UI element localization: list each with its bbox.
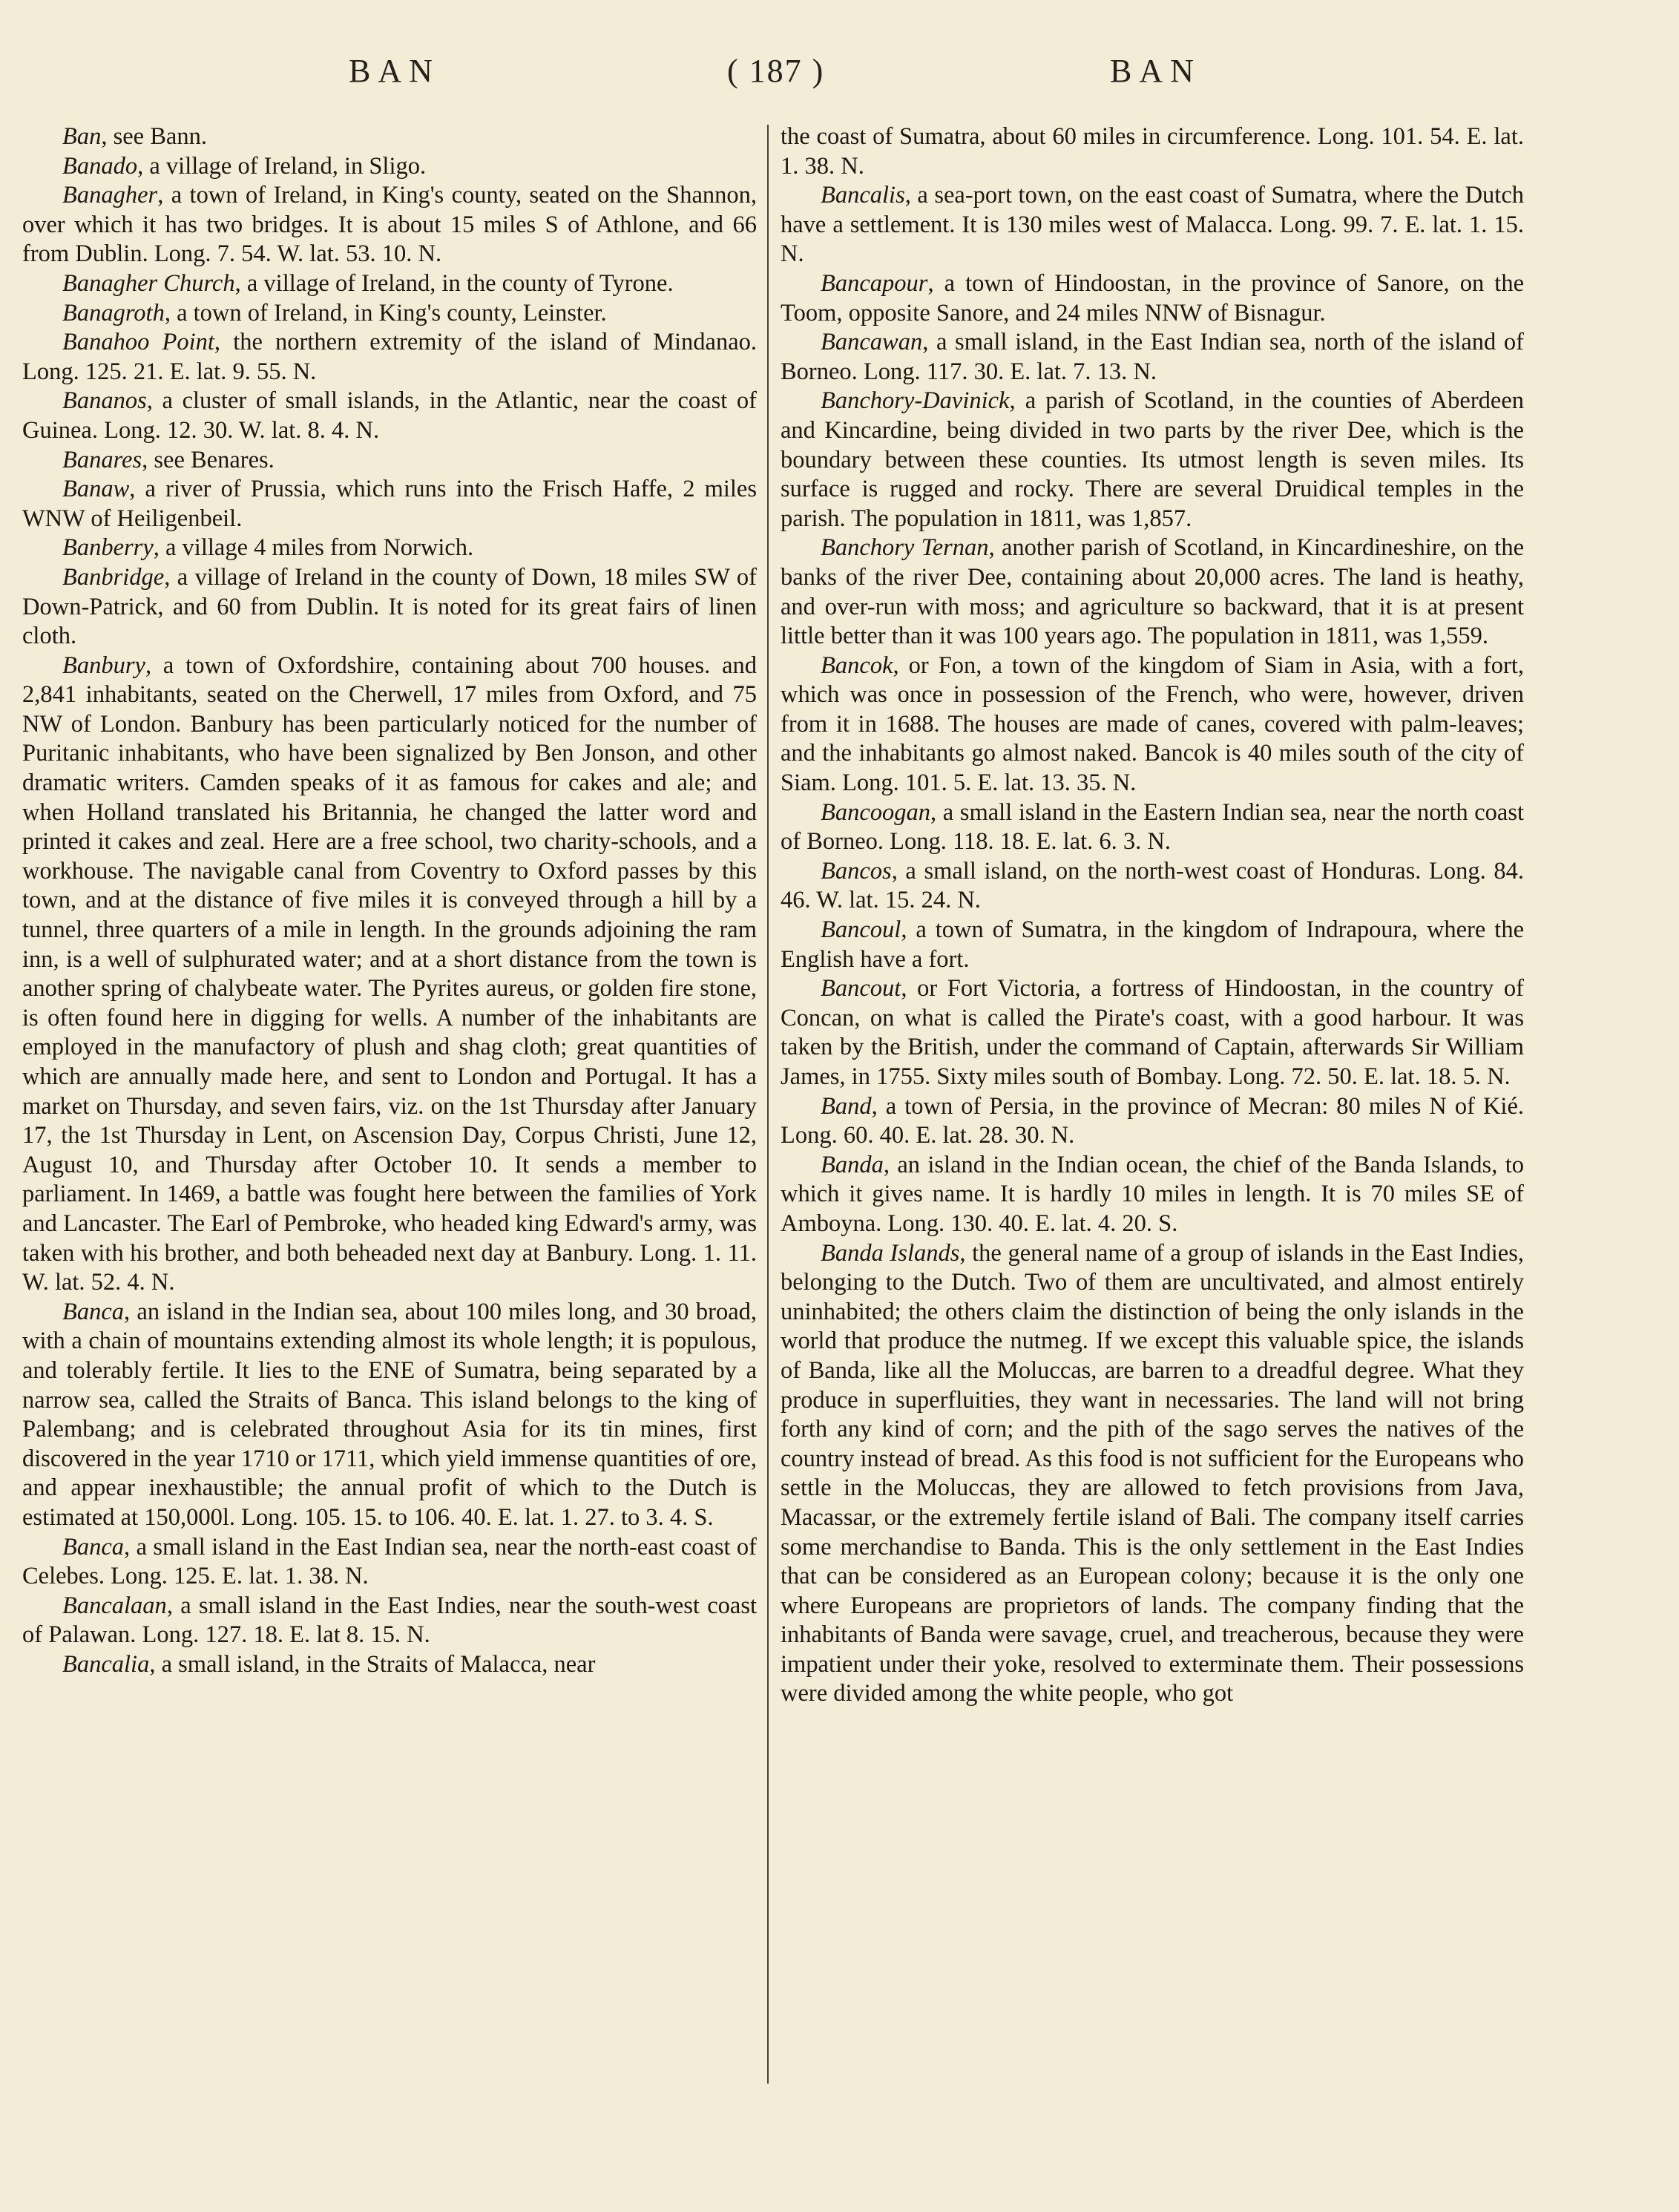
entry-text: , a village 4 miles from Norwich. (153, 534, 474, 562)
right-column (781, 122, 1524, 1709)
entry-text: , a town of Ireland, in King's county, Leinster. (164, 299, 607, 326)
entry-text: , a small island, on the north-west coast of Honduras. Long. 84. 46. W. lat. 15. 24. N. (781, 857, 1524, 914)
entry-headword: Bancos (821, 857, 892, 885)
entry-headword: Banda Islands (821, 1239, 960, 1267)
entry-headword: Bancalia (62, 1650, 150, 1678)
dictionary-entry (22, 328, 757, 387)
dictionary-entry (781, 1151, 1524, 1239)
page-number: ( 187 ) (727, 53, 825, 89)
entry-headword: Bancok (821, 652, 893, 679)
entry-headword: Banbridge (62, 563, 165, 591)
dictionary-entry (22, 269, 757, 299)
dictionary-entry (22, 1650, 757, 1680)
entry-headword: Banchory-Davinick (821, 387, 1010, 415)
dictionary-entry (22, 475, 757, 534)
dictionary-entry (781, 181, 1524, 269)
dictionary-entry (22, 1592, 757, 1650)
dictionary-entry (22, 152, 757, 182)
entry-text: , a town of Sumatra, in the kingdom of Indrapoura, where the English have a fort. (781, 916, 1524, 973)
left-column (22, 122, 757, 1679)
entry-headword: Ban (62, 123, 102, 150)
dictionary-entry (22, 563, 757, 652)
entry-text: , or Fon, a town of the kingdom of Siam in Asia, with a fort, which was once in possession of the French, who were, however, driven from it in 1688. The houses are made of canes, covered with palm-leaves; and the inhabitants go almost naked. Bancok is 40 miles south of the city of Siam. Long. 101. 5. E. lat. 13. 35. N. (781, 652, 1524, 797)
entry-text: , a small island, in the East Indian sea, north of the island of Borneo. Long. 117. 30. E. lat. 7. 13. N. (781, 329, 1524, 385)
entry-headword: Banagroth (62, 299, 165, 326)
entry-text: , a small island in the East Indies, near the south-west coast of Palawan. Long. 127. 18. E. lat 8. 15. N. (22, 1592, 757, 1649)
entry-text: , a small island in the East Indian sea, near the north-east coast of Celebes. Long. 125. E. lat. 1. 38. N. (22, 1533, 757, 1590)
entry-headword: Banca (62, 1533, 125, 1560)
entry-text: , a town of Persia, in the province of Mecran: 80 miles N of Kié. Long. 60. 40. E. lat. 28. 30. N. (781, 1092, 1524, 1149)
dictionary-entry (781, 652, 1524, 798)
entry-headword: Bancapour (821, 269, 928, 297)
entry-headword: Banda (821, 1151, 884, 1178)
entry-headword: Band (821, 1092, 872, 1120)
page-header (0, 52, 1679, 104)
entry-text: , a small island in the Eastern Indian sea, near the north coast of Borneo. Long. 118. 18. E. lat. 6. 3. N. (781, 798, 1524, 856)
entry-text: , a cluster of small islands, in the Atlantic, near the coast of Guinea. Long. 12. 30. W. lat. 8. 4. N. (22, 387, 757, 444)
entry-headword: Bancalis (821, 182, 905, 209)
dictionary-entry (781, 857, 1524, 916)
entry-text: , an island in the Indian ocean, the chief of the Banda Islands, to which it gives name. It is hardly 10 miles in length. It is 70 miles SE of Amboyna. Long. 130. 40. E. lat. 4. 20. S. (781, 1151, 1524, 1237)
dictionary-entry (22, 446, 757, 476)
entry-text: the coast of Sumatra, about 60 miles in circumference. Long. 101. 54. E. lat. 1. 38. N. (781, 123, 1524, 180)
entry-text: , a parish of Scotland, in the counties of Aberdeen and Kincardine, being divided in two parts by the river Dee, which is the boundary between these counties. Its utmost length is seven miles. Its surface is rugged and rocky. There are several Druidical temples in the parish. The population in 1811, was 1,857. (781, 387, 1524, 532)
entry-text: , another parish of Scotland, in Kincardineshire, on the banks of the river Dee, containing about 20,000 acres. The land is heathy, and over-run with moss; and agriculture so backward, that it is at present little better than it was 100 years ago. The population in 1811, was 1,559. (781, 534, 1524, 650)
dictionary-entry (781, 122, 1524, 181)
dictionary-entry (22, 652, 757, 1298)
entry-headword: Banca (62, 1298, 125, 1325)
entry-text: , a town of Oxfordshire, containing about 700 houses. and 2,841 inhabitants, seated on the Cherwell, 17 miles from Oxford, and 75 NW of London. Banbury has been particularly noticed for the number of Puritanic inhabitants, who have been signalized by Ben Jonson, and other dramatic writers. Camden speaks of it as famous for cakes and ale; and when Holland translated his Britannia, he changed the latter word and printed it cakes and zeal. Here are a free school, two charity-schools, and a workhouse. The navigable canal from Coventry to Oxford passes by this town, and at the distance of five miles it is conveyed through a hill by a tunnel, three quarters of a mile in length. In the grounds adjoining the ram inn, is a well of sulphurated water; and at a short distance from the town is another spring of chalybeate water. The Pyrites aureus, or golden fire stone, is often found here in digging for wells. A number of the inhabitants are employed in the manufactory of plush and shag cloth; great quantities of which are annually made here, and sent to London and Portugal. It has a market on Thursday, and seven fairs, viz. on the 1st Thursday after January 17, the 1st Thursday in Lent, on Ascension Day, Corpus Christi, June 12, August 10, and Thursday after October 10. It sends a member to parliament. In 1469, a battle was fought here between the families of York and Lancaster. The Earl of Pembroke, who headed king Edward's army, was taken with his brother, and both beheaded next day at Banbury. Long. 1. 11. W. lat. 52. 4. N. (22, 652, 757, 1296)
dictionary-entry (22, 534, 757, 563)
entry-text: , a village of Ireland in the county of Down, 18 miles SW of Down-Patrick, and 60 from Dublin. It is noted for its great fairs of linen cloth. (22, 563, 757, 650)
column-divider (767, 125, 769, 2084)
entry-headword: Bancout (821, 975, 901, 1002)
entry-headword: Bancoogan (821, 798, 931, 826)
dictionary-entry (781, 328, 1524, 387)
entry-headword: Banagher (62, 182, 158, 209)
dictionary-entry (781, 916, 1524, 974)
dictionary-entry (781, 1239, 1524, 1710)
entry-text: , see Benares. (142, 446, 275, 473)
running-head-left: BAN (349, 53, 440, 89)
dictionary-entry (22, 299, 757, 329)
entry-headword: Banchory Ternan (821, 534, 989, 562)
dictionary-entry (22, 387, 757, 445)
entry-text: , see Bann. (101, 123, 207, 150)
running-head-right: BAN (1110, 53, 1201, 89)
entry-headword: Banahoo Point (62, 329, 214, 356)
entry-headword: Banagher Church (62, 269, 235, 297)
entry-text: , a sea-port town, on the east coast of Sumatra, where the Dutch have a settlement. It is 130 miles west of Malacca. Long. 99. 7. E. lat. 1. 15. N. (781, 182, 1524, 268)
dictionary-entry (22, 181, 757, 269)
entry-headword: Banado (62, 152, 138, 180)
dictionary-entry (781, 387, 1524, 534)
entry-text: , a village of Ireland, in Sligo. (137, 152, 427, 180)
entry-headword: Banaw (62, 476, 130, 503)
entry-headword: Bananos (62, 387, 147, 415)
dictionary-entry (22, 122, 757, 152)
dictionary-entry (781, 798, 1524, 857)
entry-text: , a village of Ireland, in the county of Tyrone. (234, 269, 674, 297)
entry-headword: Banberry (62, 534, 154, 562)
dictionary-entry (781, 534, 1524, 651)
entry-headword: Bancawan (821, 329, 923, 356)
dictionary-entry (781, 974, 1524, 1092)
entry-text: , a small island, in the Straits of Malacca, near (149, 1650, 596, 1678)
entry-text: , a town of Hindoostan, in the province of Sanore, on the Toom, opposite Sanore, and 24 miles NNW of Bisnagur. (781, 269, 1524, 326)
dictionary-entry (22, 1533, 757, 1592)
entry-headword: Bancoul (821, 916, 901, 944)
entry-text: , the general name of a group of islands in the East Indies, belonging to the Dutch. Two of them are uncultivated, and almost entirely uninhabited; the others claim the distinction of being the only islands in the world that produce the nutmeg. If we except this valuable spice, the islands of Banda, like all the Moluccas, are barren to a dreadful degree. What they produce in superfluities, they want in necessaries. The land will not bring forth any kind of corn; and the pith of the sago serves the natives of the country instead of bread. As this food is not sufficient for the Europeans who settle in the Moluccas, they are allowed to fetch provisions from Java, Macassar, or the extremely fertile island of Bali. The company itself carries some merchandise to Banda. This is the only settlement in the East Indies that can be considered as an European colony; because it is the only one where Europeans are proprietors of lands. The company finding that the inhabitants of Banda were savage, cruel, and treacherous, because they were impatient under their yoke, resolved to exterminate them. Their possessions were divided among the white people, who got (781, 1239, 1525, 1707)
dictionary-entry (22, 1298, 757, 1533)
entry-text: , an island in the Indian sea, about 100 miles long, and 30 broad, with a chain of mountains extending almost its whole length; it is populous, and tolerably fertile. It lies to the ENE of Sumatra, being separated by a narrow sea, called the Straits of Banca. This island belongs to the king of Palembang; and is celebrated throughout Asia for its tin mines, first discovered in the year 1710 or 1711, which yield immense quantities of ore, and appear inexhaustible; the annual profit of which to the Dutch is estimated at 150,000l. Long. 105. 15. to 106. 40. E. lat. 1. 27. to 3. 4. S. (22, 1298, 757, 1531)
dictionary-entry (781, 269, 1524, 328)
entry-text: , a town of Ireland, in King's county, seated on the Shannon, over which it has two bridges. It is about 15 miles S of Athlone, and 66 from Dublin. Long. 7. 54. W. lat. 53. 10. N. (22, 182, 757, 268)
entry-text: , or Fort Victoria, a fortress of Hindoostan, in the country of Concan, on what is called the Pirate's coast, with a good harbour. It was taken by the British, under the command of Captain, afterwards Sir William James, in 1755. Sixty miles south of Bombay. Long. 72. 50. E. lat. 18. 5. N. (781, 975, 1524, 1090)
entry-headword: Bancalaan (62, 1592, 167, 1619)
dictionary-entry (781, 1092, 1524, 1151)
entry-text: , a river of Prussia, which runs into the Frisch Haffe, 2 miles WNW of Heiligenbeil. (22, 476, 757, 532)
entry-headword: Banares (62, 446, 142, 473)
entry-text: , the northern extremity of the island of Mindanao. Long. 125. 21. E. lat. 9. 55. N. (22, 329, 757, 385)
entry-headword: Banbury (62, 652, 145, 679)
